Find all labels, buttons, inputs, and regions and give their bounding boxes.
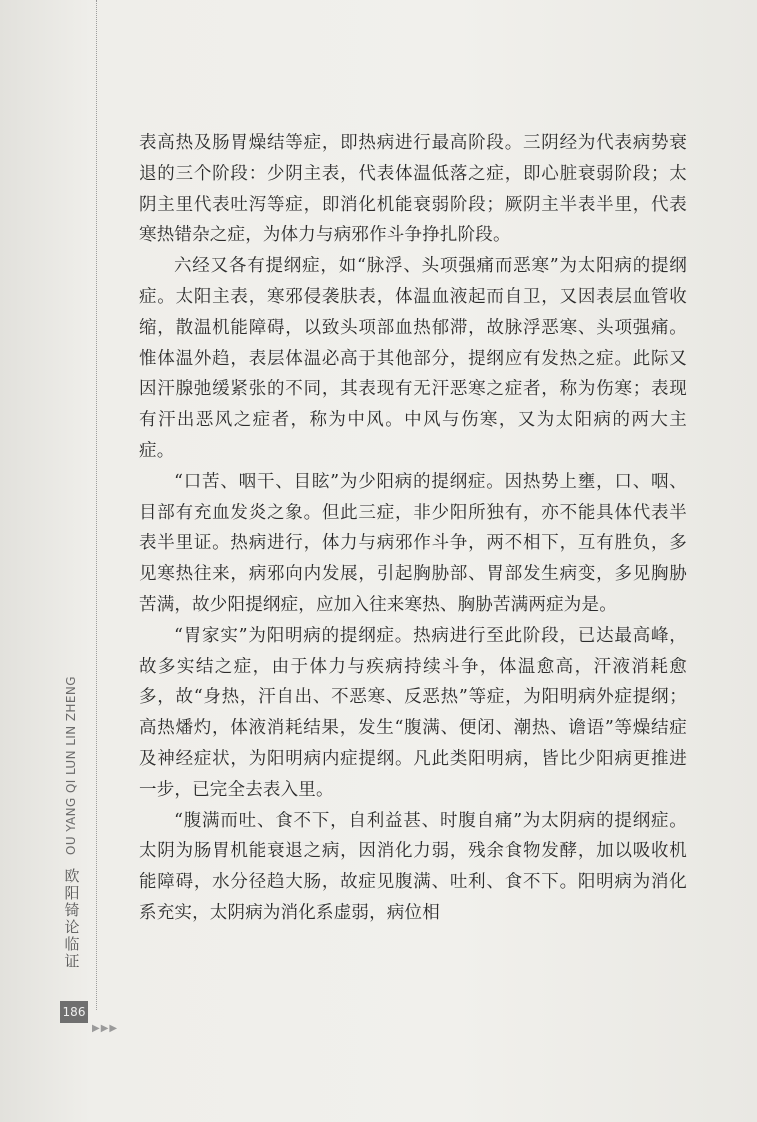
side-title-english: OU YANG QI LUN LIN ZHENG [64,676,78,855]
side-title-char: 锜 [64,901,80,919]
spine-dotted-line [96,0,97,1010]
side-title-char: 证 [64,952,80,970]
paragraph: 表高热及肠胃燥结等症，即热病进行最高阶段。三阴经为代表病势衰退的三个阶段：少阴主表，代表体温低落之症，即心脏衰弱阶段；太阴主里代表吐泻等症，即消化机能衰弱阶段；厥阴主半表半里，代表寒热错杂之症，为体力与病邪作斗争挣扎阶段。 [139,133,687,246]
side-title-char: 欧 [64,867,80,885]
paragraph: 六经又各有提纲症，如“脉浮、头项强痛而恶寒”为太阳病的提纲症。太阳主表，寒邪侵袭肤表，体温血液起而自卫，又因表层血管收缩，散温机能障碍，以致头项部血热郁滞，故脉浮恶寒、头项强痛。惟体温外趋，表层体温必高于其他部分，提纲应有发热之症。此际又因汗腺弛缓紧张的不同，其表现有无汗恶寒之症者，称为伤寒；表现有汗出恶风之症者，称为中风。中风与伤寒，又为太阳病的两大主症。 [139,256,687,461]
paragraph: “口苦、咽干、目眩”为少阳病的提纲症。因热势上壅，口、咽、目部有充血发炎之象。但此三症，非少阳所独有，亦不能具体代表半表半里证。热病进行，体力与病邪作斗争，两不相下，互有胜负，多见寒热往来，病邪向内发展，引起胸胁部、胃部发生病变，多见胸胁苦满，故少阳提纲症，应加入往来寒热、胸胁苦满两症为是。 [139,471,687,615]
side-title-chinese [60,868,84,970]
page-number-badge: 186 [60,1001,88,1023]
body-text [139,128,687,929]
arrow-icon: ▶▶▶ [92,1023,119,1034]
side-title-char: 阳 [64,884,80,902]
paragraph: “腹满而吐、食不下，自利益甚、时腹自痛”为太阴病的提纲症。太阴为肠胃机能衰退之病，因消化力弱，残余食物发酵，加以吸收机能障碍，水分径趋大肠，故症见腹满、吐利、食不下。阳明病为消化系充实，太阴病为消化系虚弱，病位相 [139,810,687,923]
paragraph: “胃家实”为阳明病的提纲症。热病进行至此阶段，已达最高峰，故多实结之症，由于体力与疾病持续斗争，体温愈高，汗液消耗愈多，故“身热，汗自出、不恶寒、反恶热”等症，为阳明病外症提纲；高热燔灼，体液消耗结果，发生“腹满、便闭、潮热、谵语”等燥结症及神经症状，为阳明病内症提纲。凡此类阳明病，皆比少阳病更推进一步，已完全去表入里。 [139,625,687,800]
side-title-char: 论 [64,918,80,936]
side-title-char: 临 [64,935,80,953]
